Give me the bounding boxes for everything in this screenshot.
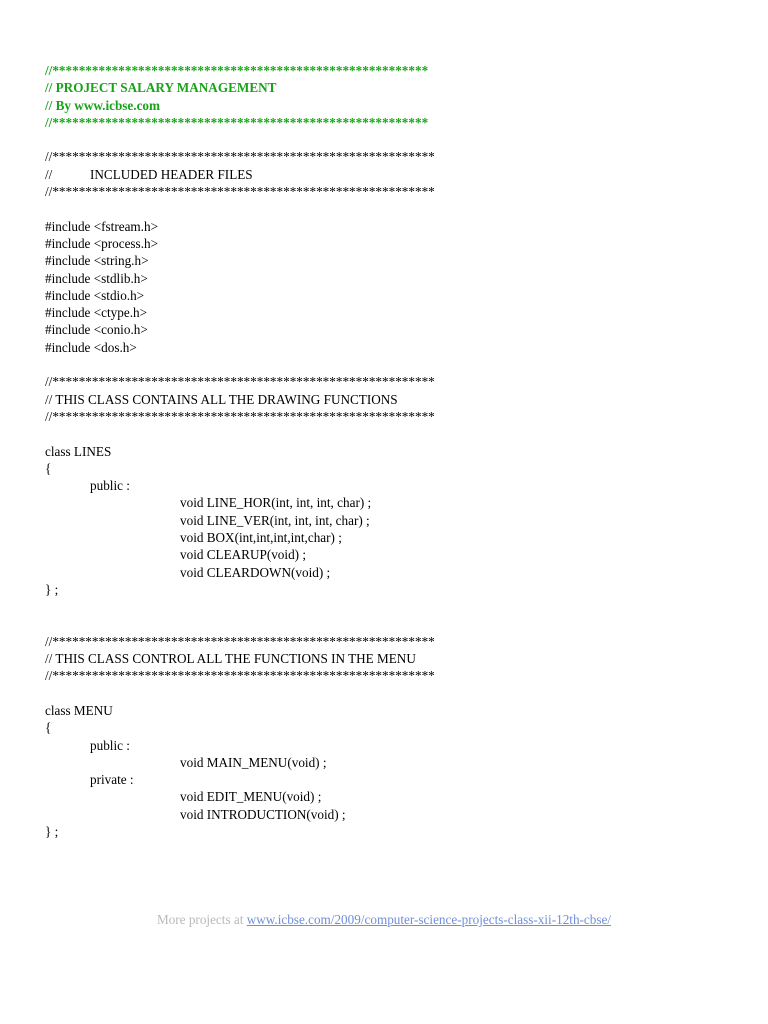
include-line: #include <ctype.h> — [45, 305, 148, 321]
section-stars: //********************************************************** — [45, 149, 435, 165]
spacer — [45, 598, 745, 615]
method-line: void LINE_HOR(int, int, int, char) ; — [180, 495, 372, 511]
banner-stars-bottom: //********************************************************* — [45, 114, 429, 130]
spacer — [45, 356, 745, 373]
section-header-files — [45, 166, 745, 183]
spacer — [45, 131, 745, 148]
spacer — [45, 616, 745, 633]
class-menu-public: public : — [90, 737, 130, 753]
include-line: #include <fstream.h> — [45, 218, 159, 234]
class-lines-close: } ; — [45, 581, 59, 597]
spacer — [45, 425, 745, 442]
method-line: void MAIN_MENU(void) ; — [180, 754, 327, 770]
section-drawing-title: // THIS CLASS CONTAINS ALL THE DRAWING FUNCTIONS — [45, 391, 398, 407]
method-line: void BOX(int,int,int,int,char) ; — [180, 530, 342, 546]
section-menu-title: // THIS CLASS CONTROL ALL THE FUNCTIONS IN THE MENU — [45, 651, 416, 667]
class-lines-open: { — [45, 460, 52, 476]
method-line: void LINE_VER(int, int, int, char) ; — [180, 512, 370, 528]
project-title: // PROJECT SALARY MANAGEMENT — [45, 80, 277, 96]
code-document — [45, 62, 745, 840]
section-stars: //********************************************************** — [45, 408, 435, 424]
class-menu-decl: class MENU — [45, 702, 113, 718]
include-line: #include <stdio.h> — [45, 287, 145, 303]
section-title: INCLUDED HEADER FILES — [90, 166, 253, 182]
class-lines-access: public : — [90, 478, 130, 494]
section-stars: //********************************************************** — [45, 668, 435, 684]
class-menu-close: } ; — [45, 824, 59, 840]
banner-stars-top: //********************************************************* — [45, 63, 429, 78]
section-stars: //********************************************************** — [45, 374, 435, 390]
spacer — [45, 200, 745, 217]
class-menu-open: { — [45, 720, 52, 736]
spacer — [45, 685, 745, 702]
project-byline: // By www.icbse.com — [45, 97, 161, 113]
footer-prefix: More projects at — [156, 912, 247, 927]
include-line: #include <dos.h> — [45, 339, 137, 355]
section-stars: //********************************************************** — [45, 633, 435, 649]
method-line: void EDIT_MENU(void) ; — [180, 789, 322, 805]
footer-link[interactable]: www.icbse.com/2009/computer-science-projects-class-xii-12th-cbse/ — [246, 912, 612, 927]
method-line: void CLEARDOWN(void) ; — [180, 564, 331, 580]
include-line: #include <stdlib.h> — [45, 270, 148, 286]
footer — [0, 912, 768, 928]
method-line: void INTRODUCTION(void) ; — [180, 806, 346, 822]
include-line: #include <process.h> — [45, 235, 159, 251]
class-menu-private: private : — [90, 772, 134, 788]
class-lines-decl: class LINES — [45, 443, 112, 459]
include-line: #include <conio.h> — [45, 322, 148, 338]
comment-prefix: // — [45, 166, 53, 182]
include-line: #include <string.h> — [45, 253, 149, 269]
method-line: void CLEARUP(void) ; — [180, 547, 307, 563]
section-stars: //********************************************************** — [45, 184, 435, 200]
